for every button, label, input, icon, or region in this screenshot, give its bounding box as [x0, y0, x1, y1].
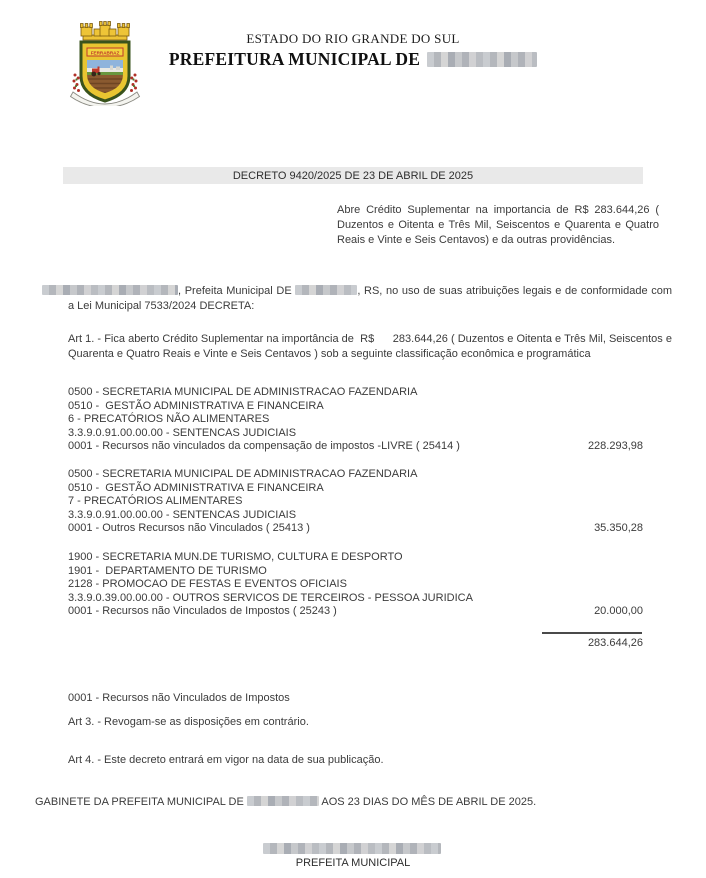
state-name: ESTADO DO RIO GRANDE DO SUL [246, 31, 460, 46]
resource-row [68, 605, 643, 619]
cabinet-prefix: GABINETE DA PREFEITA MUNICIPAL DE [35, 796, 247, 808]
program-line: 6 - PRECATÓRIOS NÃO ALIMENTARES [68, 413, 270, 425]
redacted-city-name [247, 796, 319, 806]
coat-of-arms [62, 18, 148, 111]
resource-description: 0001 - Outros Recursos não Vinculados ( 25413 ) [68, 522, 310, 534]
coat-of-arms-graphic [62, 18, 148, 106]
signature-role: PREFEITA MUNICIPAL [295, 857, 411, 869]
unit-line: 0510 - GESTÃO ADMINISTRATIVA E FINANCEIRA [68, 481, 324, 494]
amount-value: 20.000,00 [594, 605, 643, 617]
org-line: 0500 - SECRETARIA MUNICIPAL DE ADMINISTRACAO FAZENDARIA [68, 386, 418, 398]
preamble-mid-text: , Prefeita Municipal DE [178, 285, 296, 297]
amount-value: 228.293,98 [587, 440, 643, 452]
expense-code-line: 3.3.9.0.39.00.00.00 - OUTROS SERVICOS DE TERCEIROS - PESSOA JURIDICA [68, 591, 473, 604]
redacted-city-name [295, 285, 357, 295]
preamble-tail-text: , RS, no uso de suas atribuições legais e de conformidade com a Lei Municipal 7533/2024 DECRETA: [68, 285, 673, 312]
amount-value: 35.350,28 [594, 522, 643, 534]
preamble-paragraph [42, 284, 672, 314]
resource-note: 0001 - Recursos não Vinculados de Impostos [68, 692, 290, 704]
municipality-prefix: PREFEITURA MUNICIPAL DE [168, 49, 421, 69]
program-line: 7 - PRECATÓRIOS ALIMENTARES [68, 495, 243, 507]
org-line: 0500 - SECRETARIA MUNICIPAL DE ADMINISTRACAO FAZENDARIA [68, 468, 418, 480]
expense-code-line: 3.3.9.0.91.00.00.00 - SENTENCAS JUDICIAIS [68, 426, 297, 439]
budget-block-3 [68, 551, 643, 619]
crest-banner-text: FERRABRAZ [90, 50, 120, 56]
decree-title-bar [63, 167, 643, 184]
resource-description: 0001 - Recursos não Vinculados de Impostos ( 25243 ) [68, 605, 337, 617]
resource-row [68, 522, 643, 536]
cabinet-line [35, 796, 695, 808]
total-rule-line [542, 632, 642, 634]
cabinet-suffix: AOS 23 DIAS DO MÊS DE ABRIL DE 2025. [318, 796, 537, 808]
crest-banner [87, 48, 123, 56]
crown-icon [81, 22, 130, 41]
article-3: Art 3. - Revogam-se as disposições em contrário. [68, 716, 309, 728]
article-1: Art 1. - Fica aberto Crédito Suplementar na importância de R$ 283.644,26 ( Duzentos e Oitenta e Três Mil, Seiscentos e Quarenta e Quatro Reais e Vinte e Seis Centavos ) sob a seguinte classificação econômica e programática [68, 333, 672, 360]
redacted-municipality-name [427, 52, 537, 67]
redacted-mayor-name [42, 285, 178, 295]
expense-code-line: 3.3.9.0.91.00.00.00 - SENTENCAS JUDICIAIS [68, 508, 297, 521]
municipality-line [153, 49, 553, 70]
article-4: Art 4. - Este decreto entrará em vigor na data de sua publicação. [68, 754, 384, 766]
decree-title: DECRETO 9420/2025 DE 23 DE ABRIL DE 2025 [232, 169, 474, 182]
budget-block-2 [68, 468, 643, 536]
program-line: 2128 - PROMOCAO DE FESTAS E EVENTOS OFICIAIS [68, 578, 347, 590]
letterhead [153, 31, 553, 70]
budget-block-1 [68, 386, 643, 454]
unit-line: 1901 - DEPARTAMENTO DE TURISMO [68, 564, 267, 577]
total-amount: 283.644,26 [587, 637, 643, 649]
org-line: 1900 - SECRETARIA MUN.DE TURISMO, CULTURA E DESPORTO [68, 551, 403, 563]
decree-summary: Abre Crédito Suplementar na importancia de R$ 283.644,26 ( Duzentos e Oitenta e Três Mil, Seiscentos e Quarenta e Quatro Reais e Vinte e Seis Centavos) e da outras providências. [337, 204, 659, 246]
unit-line: 0510 - GESTÃO ADMINISTRATIVA E FINANCEIRA [68, 399, 324, 412]
resource-description: 0001 - Recursos não vinculados da compensação de impostos -LIVRE ( 25414 ) [68, 440, 460, 452]
resource-row [68, 440, 643, 454]
redacted-signature-name [263, 843, 441, 854]
